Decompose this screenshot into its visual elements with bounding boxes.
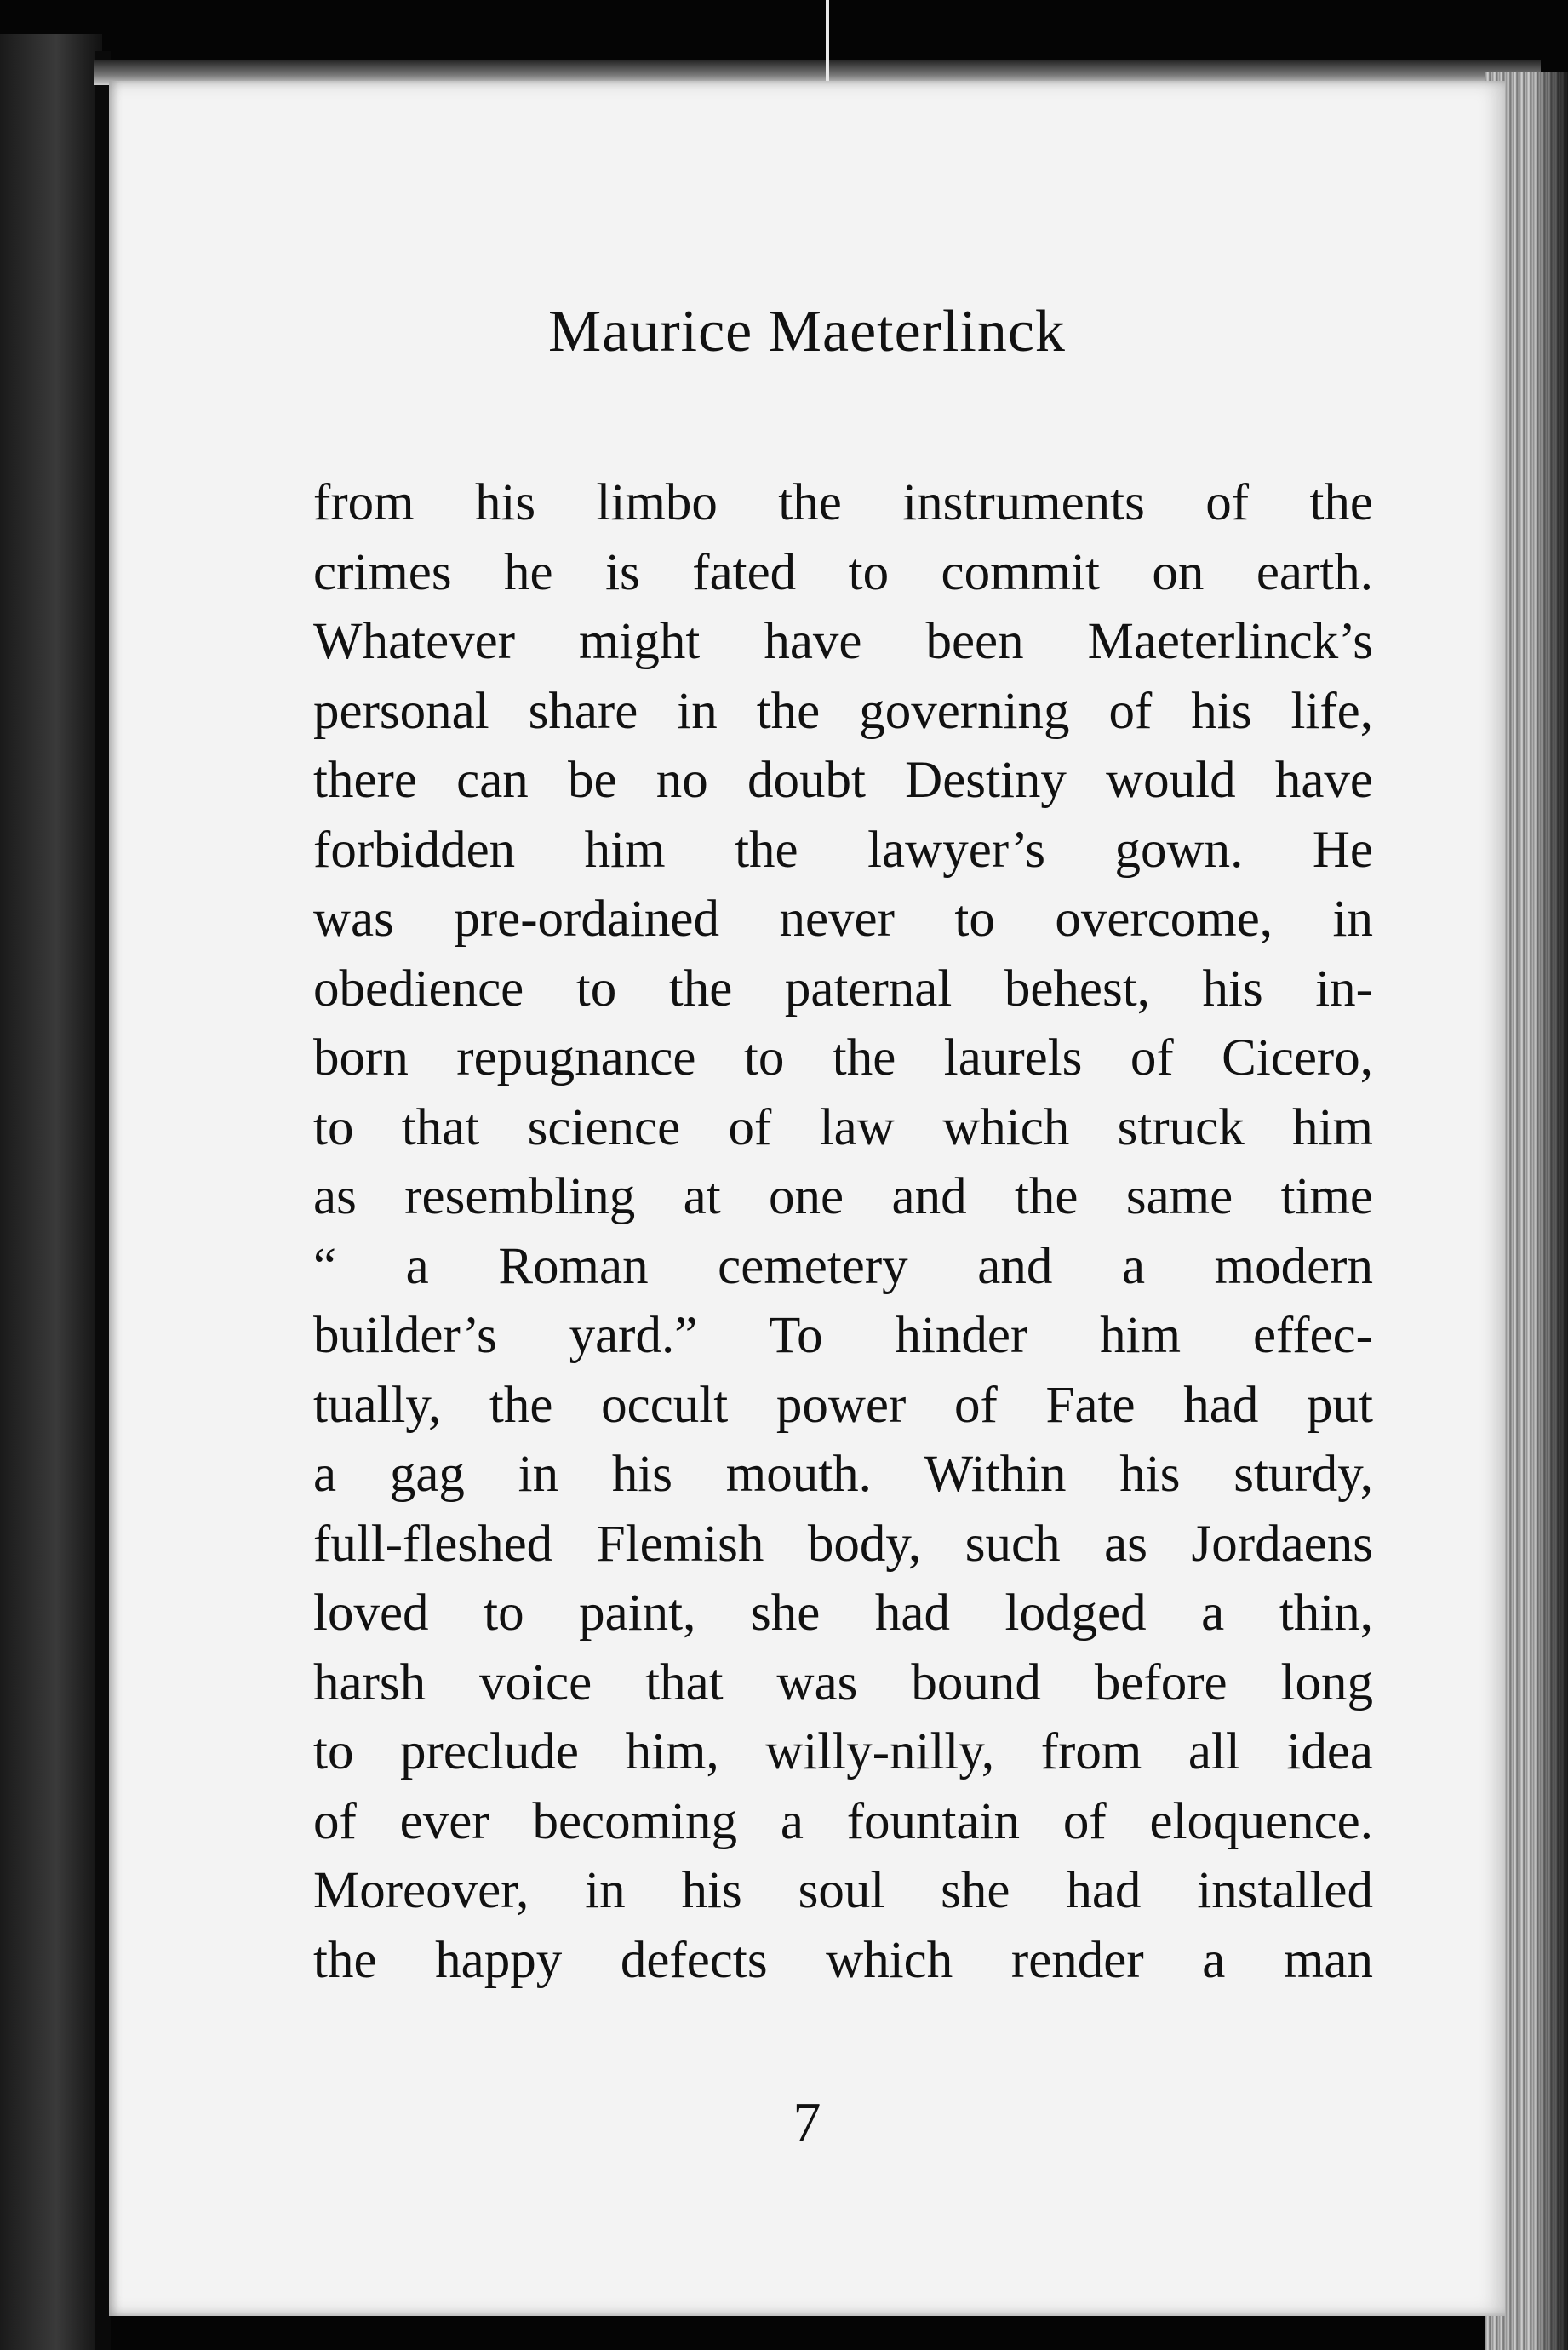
facing-page-edge [0, 34, 102, 2350]
text-line: born repugnance to the laurels of Cicero, [313, 1029, 1373, 1086]
text-line: obedience to the paternal behest, his in- [313, 960, 1373, 1017]
text-line: to that science of law which struck him [313, 1098, 1373, 1156]
text-line: of ever becoming a fountain of eloquence. [313, 1792, 1373, 1850]
text-line: harsh voice that was bound before long [313, 1654, 1373, 1711]
text-line: crimes he is fated to commit on earth. [313, 543, 1373, 601]
text-line: tually, the occult power of Fate had put [313, 1376, 1373, 1434]
text-line: Moreover, in his soul she had installed [313, 1862, 1373, 1919]
text-line: forbidden him the lawyer’s gown. He [313, 821, 1373, 879]
text-line: to preclude him, willy-nilly, from all idea [313, 1723, 1373, 1780]
text-line: there can be no doubt Destiny would have [313, 752, 1373, 809]
running-head: Maurice Maeterlinck [548, 299, 1066, 364]
text-line: full-fleshed Flemish body, such as Jordaens [313, 1515, 1373, 1573]
scan-artifact-line [826, 0, 829, 94]
body-text [313, 468, 1373, 1995]
text-line: loved to paint, she had lodged a thin, [313, 1585, 1373, 1642]
page-stack-shadow [1532, 72, 1568, 2350]
book-page [109, 81, 1505, 2316]
text-line: a gag in his mouth. Within his sturdy, [313, 1446, 1373, 1503]
page-number: 7 [793, 2091, 821, 2153]
text-line: builder’s yard.” To hinder him effec- [313, 1307, 1373, 1364]
text-line: was pre-ordained never to overcome, in [313, 891, 1373, 948]
text-line: as resembling at one and the same time [313, 1168, 1373, 1225]
text-line: personal share in the governing of his life, [313, 682, 1373, 740]
text-line: Whatever might have been Maeterlinck’s [313, 613, 1373, 670]
text-line: from his limbo the instruments of the [313, 474, 1373, 531]
text-line: “ a Roman cemetery and a modern [313, 1237, 1373, 1295]
text-line: the happy defects which render a man [313, 1931, 1373, 1989]
